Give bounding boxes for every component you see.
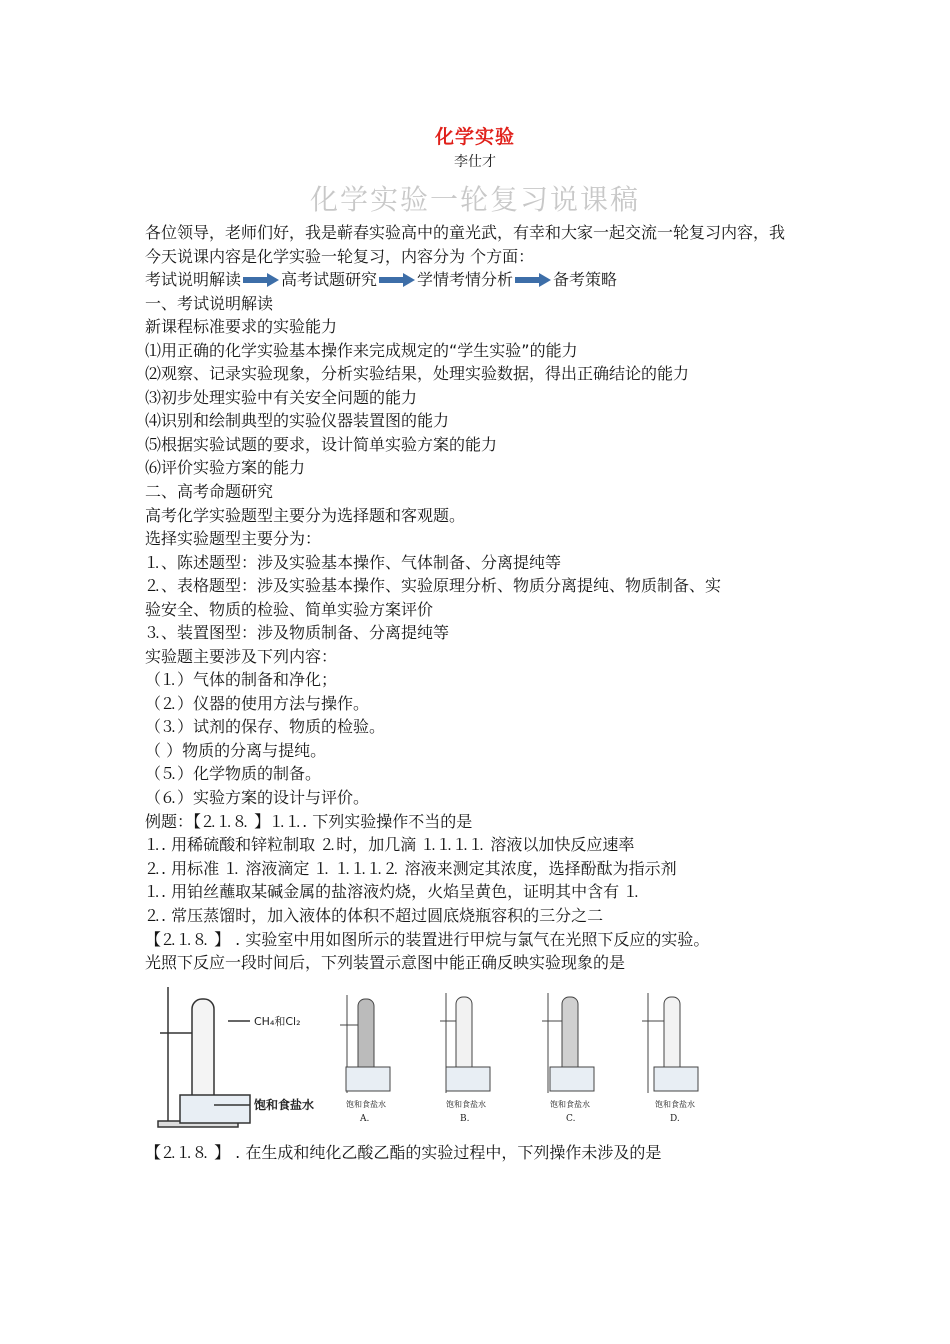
- option-letter: D.: [670, 1114, 680, 1124]
- section-subheading: 新课程标准要求的实验能力: [145, 317, 338, 336]
- text-line: ⒊、装置图型：涉及物质制备、分离提纯等: [145, 623, 450, 642]
- example-line: 【⒉⒈⒏ 】 . 在生成和纯化乙酸乙酯的实验过程中，下列操作未涉及的是: [145, 1143, 662, 1162]
- option-letter: C.: [566, 1114, 576, 1124]
- intro-line-2: 今天说课内容是化学实验一轮复习，内容分为 个方面：: [145, 247, 535, 266]
- flow-chart: [145, 269, 617, 291]
- example-option: ⒈. 用铂丝蘸取某碱金属的盐溶液灼烧，火焰呈黄色，证明其中含有 ⒈: [145, 882, 641, 901]
- option-b-apparatus: [440, 993, 490, 1093]
- text-line: （⒉）仪器的使用方法与操作。: [145, 694, 370, 713]
- flow-item: 学情考情分析: [417, 270, 514, 289]
- text-line: ⒉、表格题型：涉及实验基本操作、实验原理分析、物质分离提纯、物质制备、实: [145, 576, 722, 595]
- water-label: 饱和食盐水: [254, 1098, 315, 1112]
- example-option: ⒉. 用标准 ⒈ 溶液滴定 ⒈ ⒈⒈⒈⒉ 溶液来测定其浓度，选择酚酞为指示剂: [145, 859, 677, 878]
- page-title: 化学实验: [434, 126, 515, 148]
- main-apparatus: [158, 987, 250, 1127]
- option-letter: B.: [460, 1114, 470, 1124]
- author: 李仕才: [454, 154, 496, 170]
- option-water-label: 饱和食盐水: [550, 1100, 590, 1109]
- ability-item: ⑶初步处理实验中有关安全问题的能力: [145, 388, 418, 407]
- ability-item: ⑵观察、记录实验现象，分析实验结果，处理实验数据，得出正确结论的能力: [145, 364, 690, 383]
- text-line: （ ）物质的分离与提纯。: [145, 741, 327, 760]
- text-line: （⒊）试剂的保存、物质的检验。: [145, 717, 386, 736]
- ability-item: ⑴用正确的化学实验基本操作来完成规定的“学生实验”的能力: [145, 341, 578, 360]
- right-arrow-icon: [379, 273, 415, 287]
- option-a-apparatus: [340, 995, 390, 1093]
- option-c-apparatus: [542, 993, 594, 1093]
- example-line: 【⒉⒈⒏ 】 . 实验室中用如图所示的装置进行甲烷与氯气在光照下反应的实验。: [145, 930, 710, 949]
- flow-item: 高考试题研究: [281, 270, 378, 289]
- text-line: 高考化学实验题型主要分为选择题和客观题。: [145, 506, 466, 525]
- ability-item: ⑹评价实验方案的能力: [145, 458, 306, 477]
- section-heading: 二、高考命题研究: [145, 482, 274, 501]
- option-letter: A.: [360, 1114, 370, 1124]
- apparatus-figure: [150, 985, 710, 1130]
- text-line: （⒈）气体的制备和净化；: [145, 670, 338, 689]
- text-line: （⒍）实验方案的设计与评价。: [145, 788, 370, 807]
- text-line: 实验题主要涉及下列内容：: [145, 647, 338, 666]
- example-option: ⒈. 用稀硫酸和锌粒制取 ⒉时，加几滴 ⒈⒈⒈⒈ 溶液以加快反应速率: [145, 835, 635, 854]
- example-line: 例题：【⒉⒈⒏ 】⒈⒈. 下列实验操作不当的是: [145, 812, 473, 831]
- option-water-label: 饱和食盐水: [655, 1100, 695, 1109]
- flow-item: 备考策略: [553, 270, 618, 289]
- option-water-label: 饱和食盐水: [446, 1100, 486, 1109]
- text-line: 验安全、物质的检验、简单实验方案评价: [145, 600, 434, 619]
- ability-item: ⑸根据实验试题的要求，设计简单实验方案的能力: [145, 435, 498, 454]
- option-water-label: 饱和食盐水: [346, 1100, 386, 1109]
- right-arrow-icon: [243, 273, 279, 287]
- flow-item: 考试说明解读: [145, 270, 242, 289]
- option-d-apparatus: [642, 993, 698, 1093]
- text-line: 选择实验题型主要分为：: [145, 529, 322, 548]
- right-arrow-icon: [515, 273, 551, 287]
- example-option: ⒉. 常压蒸馏时，加入液体的体积不超过圆底烧瓶容积的三分之二: [145, 906, 604, 925]
- text-line: ⒈、陈述题型：涉及实验基本操作、气体制备、分离提纯等: [145, 553, 562, 572]
- text-line: （⒌）化学物质的制备。: [145, 764, 322, 783]
- gas-label: CH₄和Cl₂: [254, 1015, 301, 1028]
- intro-line-1: 各位领导，老师们好，我是蕲春实验高中的童光武，有幸和大家一起交流一轮复习内容，我: [145, 223, 786, 242]
- faded-subtitle: 化学实验一轮复习说课稿: [309, 183, 640, 216]
- ability-item: ⑷识别和绘制典型的实验仪器装置图的能力: [145, 411, 450, 430]
- example-line: 光照下反应一段时间后，下列装置示意图中能正确反映实验现象的是: [145, 953, 626, 972]
- section-heading: 一、考试说明解读: [145, 294, 274, 313]
